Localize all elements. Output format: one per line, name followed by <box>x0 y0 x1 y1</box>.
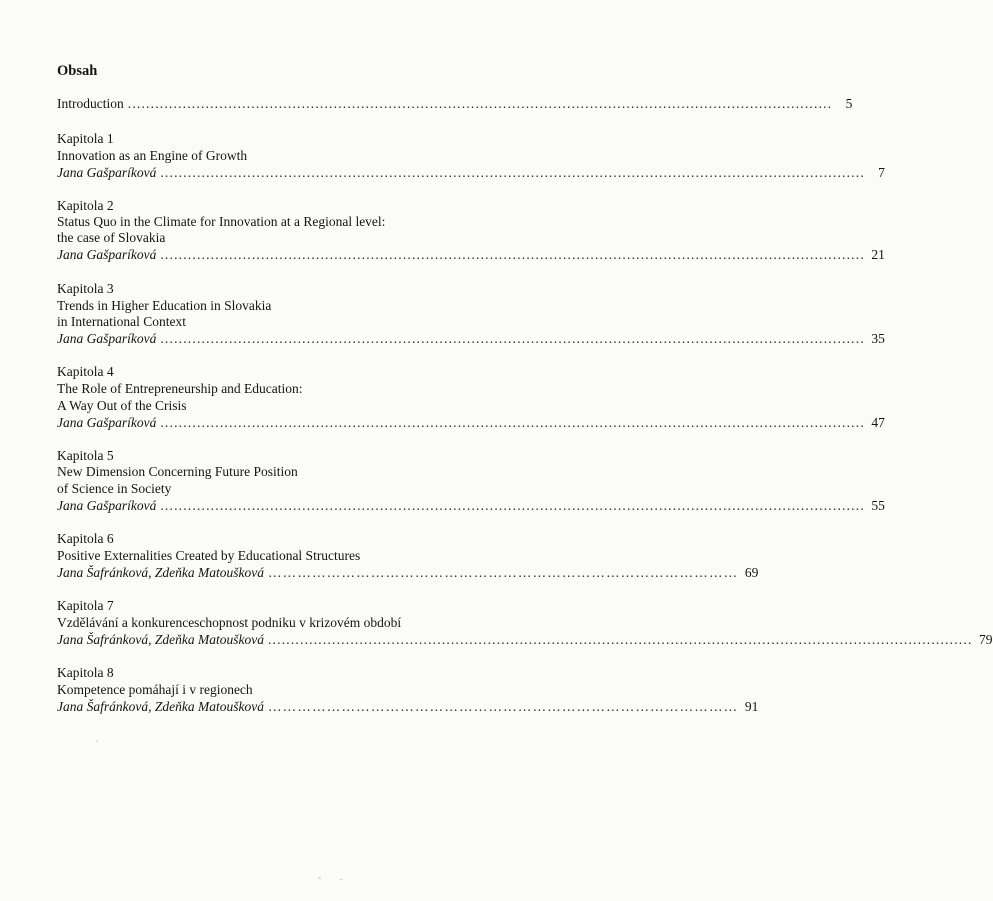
chapter-6-author: Jana Šafránková, Zdeňka Matoušková <box>57 565 264 580</box>
chapter-2-author-row <box>57 246 885 263</box>
chapter-1-title-line-1: Innovation as an Engine of Growth <box>57 148 248 163</box>
chapter-7-title-line-1: Vzdělávání a konkurenceschopnost podniku v krizovém období <box>57 615 402 630</box>
chapter-4-author: Jana Gašparíková <box>57 415 157 430</box>
dot-leader: …………………………………………………………………………………… <box>267 699 739 714</box>
dot-leader: .......................................................................................................................................................... <box>160 415 865 430</box>
chapter-7-page: 79 <box>979 632 993 647</box>
chapter-5-label: Kapitola 5 <box>57 448 114 463</box>
chapter-2-author: Jana Gašparíková <box>57 247 157 262</box>
chapter-4-page: 47 <box>871 415 885 430</box>
chapter-5-author-row <box>57 497 885 514</box>
chapter-5-page: 55 <box>871 498 885 513</box>
chapter-1-label: Kapitola 1 <box>57 131 114 146</box>
scan-speck <box>339 879 343 880</box>
dot-leader: .......................................................................................................................................................... <box>160 165 865 180</box>
dot-leader: …………………………………………………………………………………… <box>267 565 739 580</box>
dot-leader: .......................................................................................................................................................... <box>160 247 865 262</box>
dot-leader: .......................................................................................................................................................... <box>160 498 865 513</box>
dot-leader: .......................................................................................................................................................... <box>160 331 865 346</box>
chapter-3-author-row <box>57 330 885 347</box>
introduction-title: Introduction <box>57 96 124 111</box>
chapter-3-author: Jana Gašparíková <box>57 331 157 346</box>
chapter-6-title-line-1: Positive Externalities Created by Educational Structures <box>57 548 361 563</box>
chapter-4-label: Kapitola 4 <box>57 364 114 379</box>
chapter-3-page: 35 <box>871 331 885 346</box>
toc-heading: Obsah <box>57 63 98 79</box>
chapter-5-title-line-1: New Dimension Concerning Future Position <box>57 464 298 479</box>
chapter-8-label: Kapitola 8 <box>57 665 114 680</box>
chapter-3-title-line-1: Trends in Higher Education in Slovakia <box>57 298 272 313</box>
chapter-4-title-line-1: The Role of Entrepreneurship and Education: <box>57 381 303 396</box>
dot-leader: .......................................................................................................................................................... <box>267 632 973 647</box>
chapter-3-label: Kapitola 3 <box>57 281 114 296</box>
chapter-6-page: 69 <box>744 565 759 580</box>
toc-entry-introduction <box>57 95 853 112</box>
chapter-8-page: 91 <box>744 699 759 714</box>
chapter-2-page: 21 <box>871 247 885 262</box>
chapter-1-page: 7 <box>878 165 885 180</box>
chapter-8-title-line-1: Kompetence pomáhají i v regionech <box>57 682 253 697</box>
chapter-7-label: Kapitola 7 <box>57 598 114 613</box>
dot-leader: .......................................................................................................................................................... <box>127 96 833 111</box>
chapter-1-author: Jana Gašparíková <box>57 165 157 180</box>
chapter-6-author-row <box>57 564 759 581</box>
chapter-4-author-row <box>57 414 885 431</box>
chapter-8-author: Jana Šafránková, Zdeňka Matoušková <box>57 699 264 714</box>
introduction-page: 5 <box>845 96 853 111</box>
chapter-2-title-line-1: Status Quo in the Climate for Innovation at a Regional level: <box>57 214 386 229</box>
chapter-8-author-row <box>57 698 759 715</box>
scan-speck <box>318 877 321 879</box>
chapter-7-author-row <box>57 631 993 648</box>
chapter-2-title-line-2: the case of Slovakia <box>57 230 166 245</box>
chapter-7-author: Jana Šafránková, Zdeňka Matoušková <box>57 632 264 647</box>
scan-speck <box>96 740 98 742</box>
chapter-5-author: Jana Gašparíková <box>57 498 157 513</box>
chapter-6-label: Kapitola 6 <box>57 531 114 546</box>
chapter-5-title-line-2: of Science in Society <box>57 481 172 496</box>
chapter-1-author-row <box>57 164 885 181</box>
chapter-4-title-line-2: A Way Out of the Crisis <box>57 398 187 413</box>
chapter-2-label: Kapitola 2 <box>57 198 114 213</box>
chapter-3-title-line-2: in International Context <box>57 314 186 329</box>
